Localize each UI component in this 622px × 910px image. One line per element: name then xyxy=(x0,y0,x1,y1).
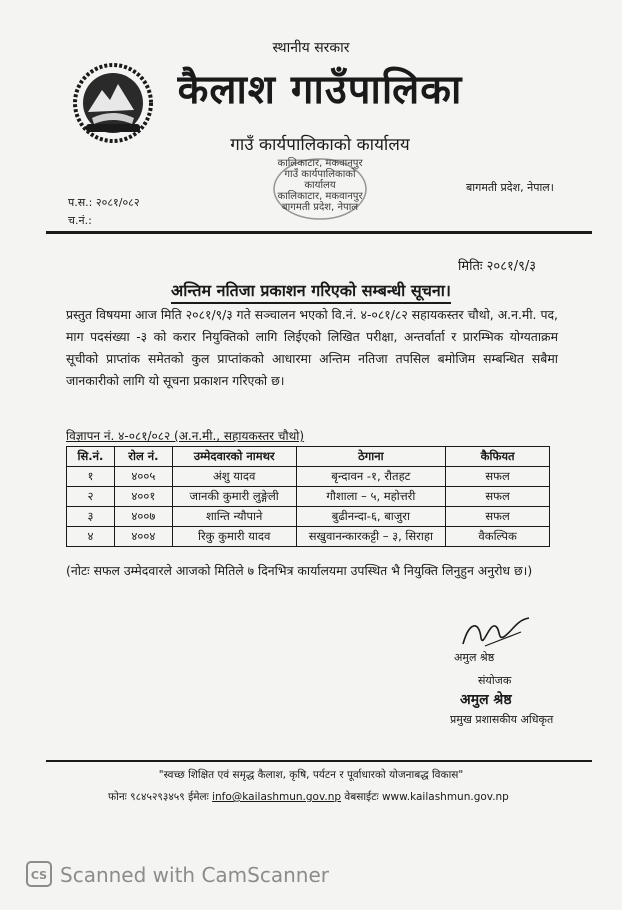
cell-roll: ४००४ xyxy=(114,527,172,547)
cell-address: सखुवानन्कारकट्टी – ३, सिराहा xyxy=(296,527,446,547)
cell-name: रिकु कुमारी यादव xyxy=(172,527,296,547)
advertisement-label: विज्ञापन नं. ४-०८१/०८२ (अ.न.मी., सहायकस्तर चौथो) xyxy=(66,429,305,443)
header-roll: रोल नं. xyxy=(114,447,172,467)
officer-role: प्रमुख प्रशासकीय अधिकृत xyxy=(450,713,554,726)
stamp-line: गाउँ कार्यपालिकाको कार्यालय xyxy=(284,169,356,191)
cell-roll: ४००५ xyxy=(114,467,172,487)
signatory-name: अमुल श्रेष्ठ xyxy=(454,651,495,664)
org-name: कैलाश गाउँपालिका xyxy=(177,67,463,113)
cell-name: जानकी कुमारी लुङ्गेली xyxy=(172,487,296,507)
notice-body: प्रस्तुत विषयमा आज मिति २०८१/९/३ गते सञ्चालन भएको वि.नं. ४-०८१/८२ सहायकस्तर चौथो, अ.न.मी. पद, माग पदसंख्या -३ को करार नियुक्तिको लागि लिईएको लिखित परीक्षा, अन्तर्वार्ता र प्रारम्भिक योग्यताक्रम सूचीको प्राप्तांक समेतको कुल प्राप्तांकको आधारमा अन्तिम नतिजा तपसिल बमोजिम सम्बन्धित सबैमा जानकारीको लागि यो सूचना प्रकाशन गरिएको छ। xyxy=(66,307,558,388)
cell-remarks: सफल xyxy=(446,467,550,487)
cell-address: बृन्दावन -१, रौतहट xyxy=(296,467,446,487)
notice-note: (नोटः सफल उम्मेदवारले आजको मितिले ७ दिनभित्र कार्यालयमा उपस्थित भै नियुक्ति लिनुहुन अनुरोध छ।) xyxy=(66,563,533,578)
notice-title-text: अन्तिम नतिजा प्रकाशन गरिएको सम्बन्धी सूचना। xyxy=(171,281,451,304)
camscanner-watermark: Scanned with CamScanner xyxy=(60,863,329,887)
header-name: उम्मेदवारको नामथर xyxy=(172,447,296,467)
phone-number: ९८४५२९३४५९ xyxy=(130,791,185,803)
stamp-line: कालिकाटार, मकवानपुर xyxy=(277,191,363,202)
website-link[interactable]: www.kailashmun.gov.np xyxy=(381,791,509,803)
header-address: ठेगाना xyxy=(296,447,446,467)
camscanner-logo-icon xyxy=(26,861,52,887)
province: बागमती प्रदेश, नेपाल। xyxy=(466,181,554,194)
cell-serial: ४ xyxy=(67,527,115,547)
header-remarks: कैफियत xyxy=(446,447,550,467)
table-header-row xyxy=(67,447,550,467)
cell-address: बुढीनन्दा-६, बाजुरा xyxy=(296,507,446,527)
cell-name: शान्ति न्यौपाने xyxy=(172,507,296,527)
stamp-line: कालिकाटार, मकवानपुर xyxy=(277,158,363,169)
website-label: वेबसाईटः xyxy=(344,791,379,803)
cell-serial: ३ xyxy=(67,507,115,527)
dispatch-number: च.नं.: xyxy=(68,214,92,227)
stamp-line: बागमती प्रदेश, नेपाल xyxy=(281,202,359,213)
table-row xyxy=(67,487,550,507)
cell-serial: २ xyxy=(67,487,115,507)
email-label: ईमेलः xyxy=(188,791,209,803)
cell-serial: १ xyxy=(67,467,115,487)
reference-number: प.स.: २०८१/०८२ xyxy=(68,196,140,209)
cell-address: गौशाला – ५, महोत्तरी xyxy=(296,487,446,507)
header-serial: सि.नं. xyxy=(67,447,115,467)
notice-title xyxy=(0,279,622,301)
cell-remarks: सफल xyxy=(446,507,550,527)
header-divider xyxy=(46,231,592,234)
cell-name: अंशु यादव xyxy=(172,467,296,487)
camscanner-logo-text: CS xyxy=(30,869,48,882)
results-table xyxy=(66,446,550,547)
footer-slogan: "स्वच्छ शिक्षित एवं समृद्ध कैलाश, कृषि, पर्यटन र पूर्वाधारको योजनाबद्ध विकास" xyxy=(158,769,464,781)
footer-divider xyxy=(46,760,592,762)
notice-date: मितिः २०८१/९/३ xyxy=(458,259,536,274)
footer-contact xyxy=(108,790,509,804)
table-row xyxy=(67,527,550,547)
phone-label: फोनः xyxy=(108,791,127,803)
officer-name: अमुल श्रेष्ठ xyxy=(460,692,512,708)
table-row xyxy=(67,467,550,487)
email-link[interactable]: info@kailashmun.gov.np xyxy=(212,791,342,803)
nepal-emblem-icon xyxy=(72,62,154,144)
cell-remarks: सफल xyxy=(446,487,550,507)
government-level: स्थानीय सरकार xyxy=(272,40,350,56)
table-row xyxy=(67,507,550,527)
cell-roll: ४००१ xyxy=(114,487,172,507)
cell-remarks: वैकल्पिक xyxy=(446,527,550,547)
signature-scribble-icon xyxy=(455,612,535,654)
cell-roll: ४००७ xyxy=(114,507,172,527)
office-stamp-text xyxy=(270,158,370,213)
office-name: गाउँ कार्यपालिकाको कार्यालय xyxy=(230,135,410,155)
signatory-role: संयोजक xyxy=(478,674,512,687)
